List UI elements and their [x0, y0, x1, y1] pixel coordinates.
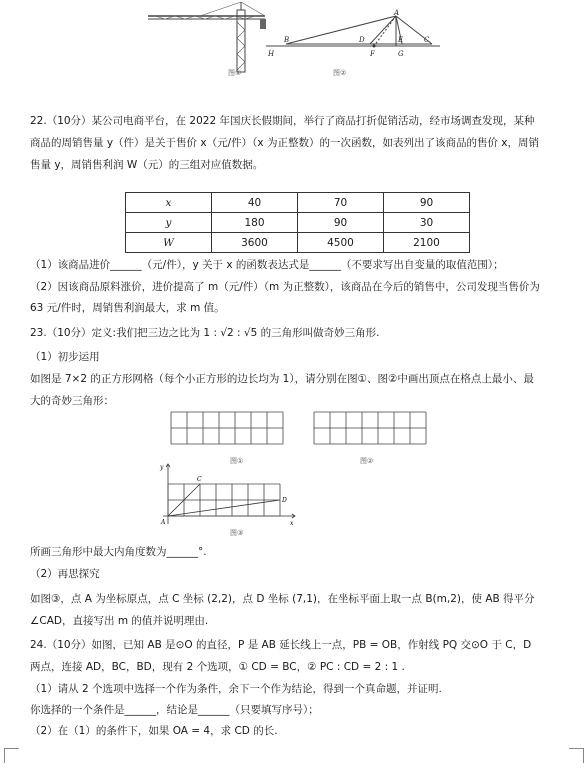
label-G: G — [398, 50, 404, 58]
crane-figure — [140, 0, 270, 82]
geometry-figure-2 — [262, 8, 442, 66]
label-A: A — [161, 519, 166, 526]
table-cell: 90 — [384, 193, 470, 213]
label-H: H — [268, 50, 275, 58]
q22-part1: （1）该商品进价______（元/件），y 关于 x 的函数表达式是______（不要求写出自变量的取值范围）； — [30, 259, 504, 271]
table-cell: 180 — [212, 213, 298, 233]
page-corner-mark — [4, 748, 19, 763]
table-cell: 4500 — [298, 233, 384, 253]
grid-figure-2 — [313, 411, 429, 445]
q23-text-line: ∠CAD，直接写出 m 的值并说明理由. — [30, 615, 209, 627]
page-corner-mark — [569, 748, 584, 763]
grid-figure-3 — [157, 462, 297, 528]
q23-text-line: 23.（10分）定义:我们把三边之比为 1 : √2 : √5 的三角形叫做奇妙三角形. — [30, 327, 380, 339]
figure-caption: 图① — [230, 457, 244, 465]
q24-text-line: 24.（10分）如图，已知 AB 是⊙O 的直径，P 是 AB 延长线上一点，PB = OB，作射线 PQ 交⊙O 于 C，D — [30, 639, 532, 651]
label-B: B — [284, 36, 290, 44]
table-cell: y — [126, 213, 212, 233]
table-row — [126, 213, 470, 233]
grid-figure-1 — [170, 411, 286, 445]
figure-caption: 图② — [360, 457, 374, 465]
label-C: C — [424, 36, 430, 44]
table-cell: 30 — [384, 213, 470, 233]
table-cell: x — [126, 193, 212, 213]
q24-text-line: 你选择的一个条件是______，结论是______（只要填写序号）； — [30, 704, 319, 716]
q22-text-line: 售量 y，周销售利润 W（元）的三组对应值数据。 — [30, 159, 264, 171]
q22-part2: （2）因该商品原料涨价，进价提高了 m（元/件）（m 为正整数），该商品在今后的销售中，公司发现当售价为 — [30, 281, 540, 293]
label-E: E — [398, 36, 404, 44]
q22-text-line: 22.（10分）某公司电商平台，在 2022 年国庆长假期间，举行了商品打折促销活动，经市场调查发现，某种 — [30, 115, 535, 127]
q23-text-line: 如图是 7×2 的正方形网格（每个小正方形的边长均为 1），请分别在图①、图②中画出顶点在格点上最小、最 — [30, 373, 534, 385]
table-cell: 2100 — [384, 233, 470, 253]
q24-text-line: 两点，连接 AD，BC，BD，现有 2 个选项，① CD = BC，② PC : CD = 2 : 1 . — [30, 661, 405, 673]
axis-label-y: y — [160, 464, 164, 471]
q22-text-line: 商品的周销售量 y（件）是关于售价 x（元/件）（x 为正整数）的一次函数，如表列出了该商品的售价 x，周销 — [30, 137, 539, 149]
q24-text-line: （2）在（1）的条件下，如果 OA = 4，求 CD 的长. — [30, 725, 278, 737]
table-cell: 3600 — [212, 233, 298, 253]
label-D: D — [359, 36, 365, 44]
q23-text-line: 大的奇妙三角形： — [30, 395, 114, 407]
table-cell: 40 — [212, 193, 298, 213]
q22-part2: 63 元/件时，周销售利润最大，求 m 值。 — [30, 302, 225, 314]
q22-data-table — [125, 192, 470, 253]
label-C: C — [197, 476, 202, 483]
q24-text-line: （1）请从 2 个选项中选择一个作为条件，余下一个作为结论，得到一个真命题，并证明. — [30, 683, 442, 695]
label-D: D — [282, 497, 287, 504]
q23-answer-line: 所画三角形中最大内角度数为______°. — [30, 546, 207, 558]
q23-text-line: 如图③，点 A 为坐标原点，点 C 坐标 (2,2)，点 D 坐标 (7,1)，在坐标平面上取一点 B(m,2)，使 AB 得平分 — [30, 593, 535, 605]
figure-caption: 图③ — [230, 529, 244, 537]
q23-subheading: （2）再思探究 — [30, 568, 100, 580]
table-cell: 70 — [298, 193, 384, 213]
label-A: A — [394, 9, 400, 17]
table-cell: 90 — [298, 213, 384, 233]
table-row — [126, 233, 470, 253]
table-cell: W — [126, 233, 212, 253]
table-row — [126, 193, 470, 213]
figure-caption: 图② — [333, 69, 347, 77]
figure-caption: 图① — [228, 69, 242, 77]
q23-subheading: （1）初步运用 — [30, 351, 100, 363]
label-F: F — [370, 50, 375, 58]
axis-label-x: x — [290, 520, 294, 527]
